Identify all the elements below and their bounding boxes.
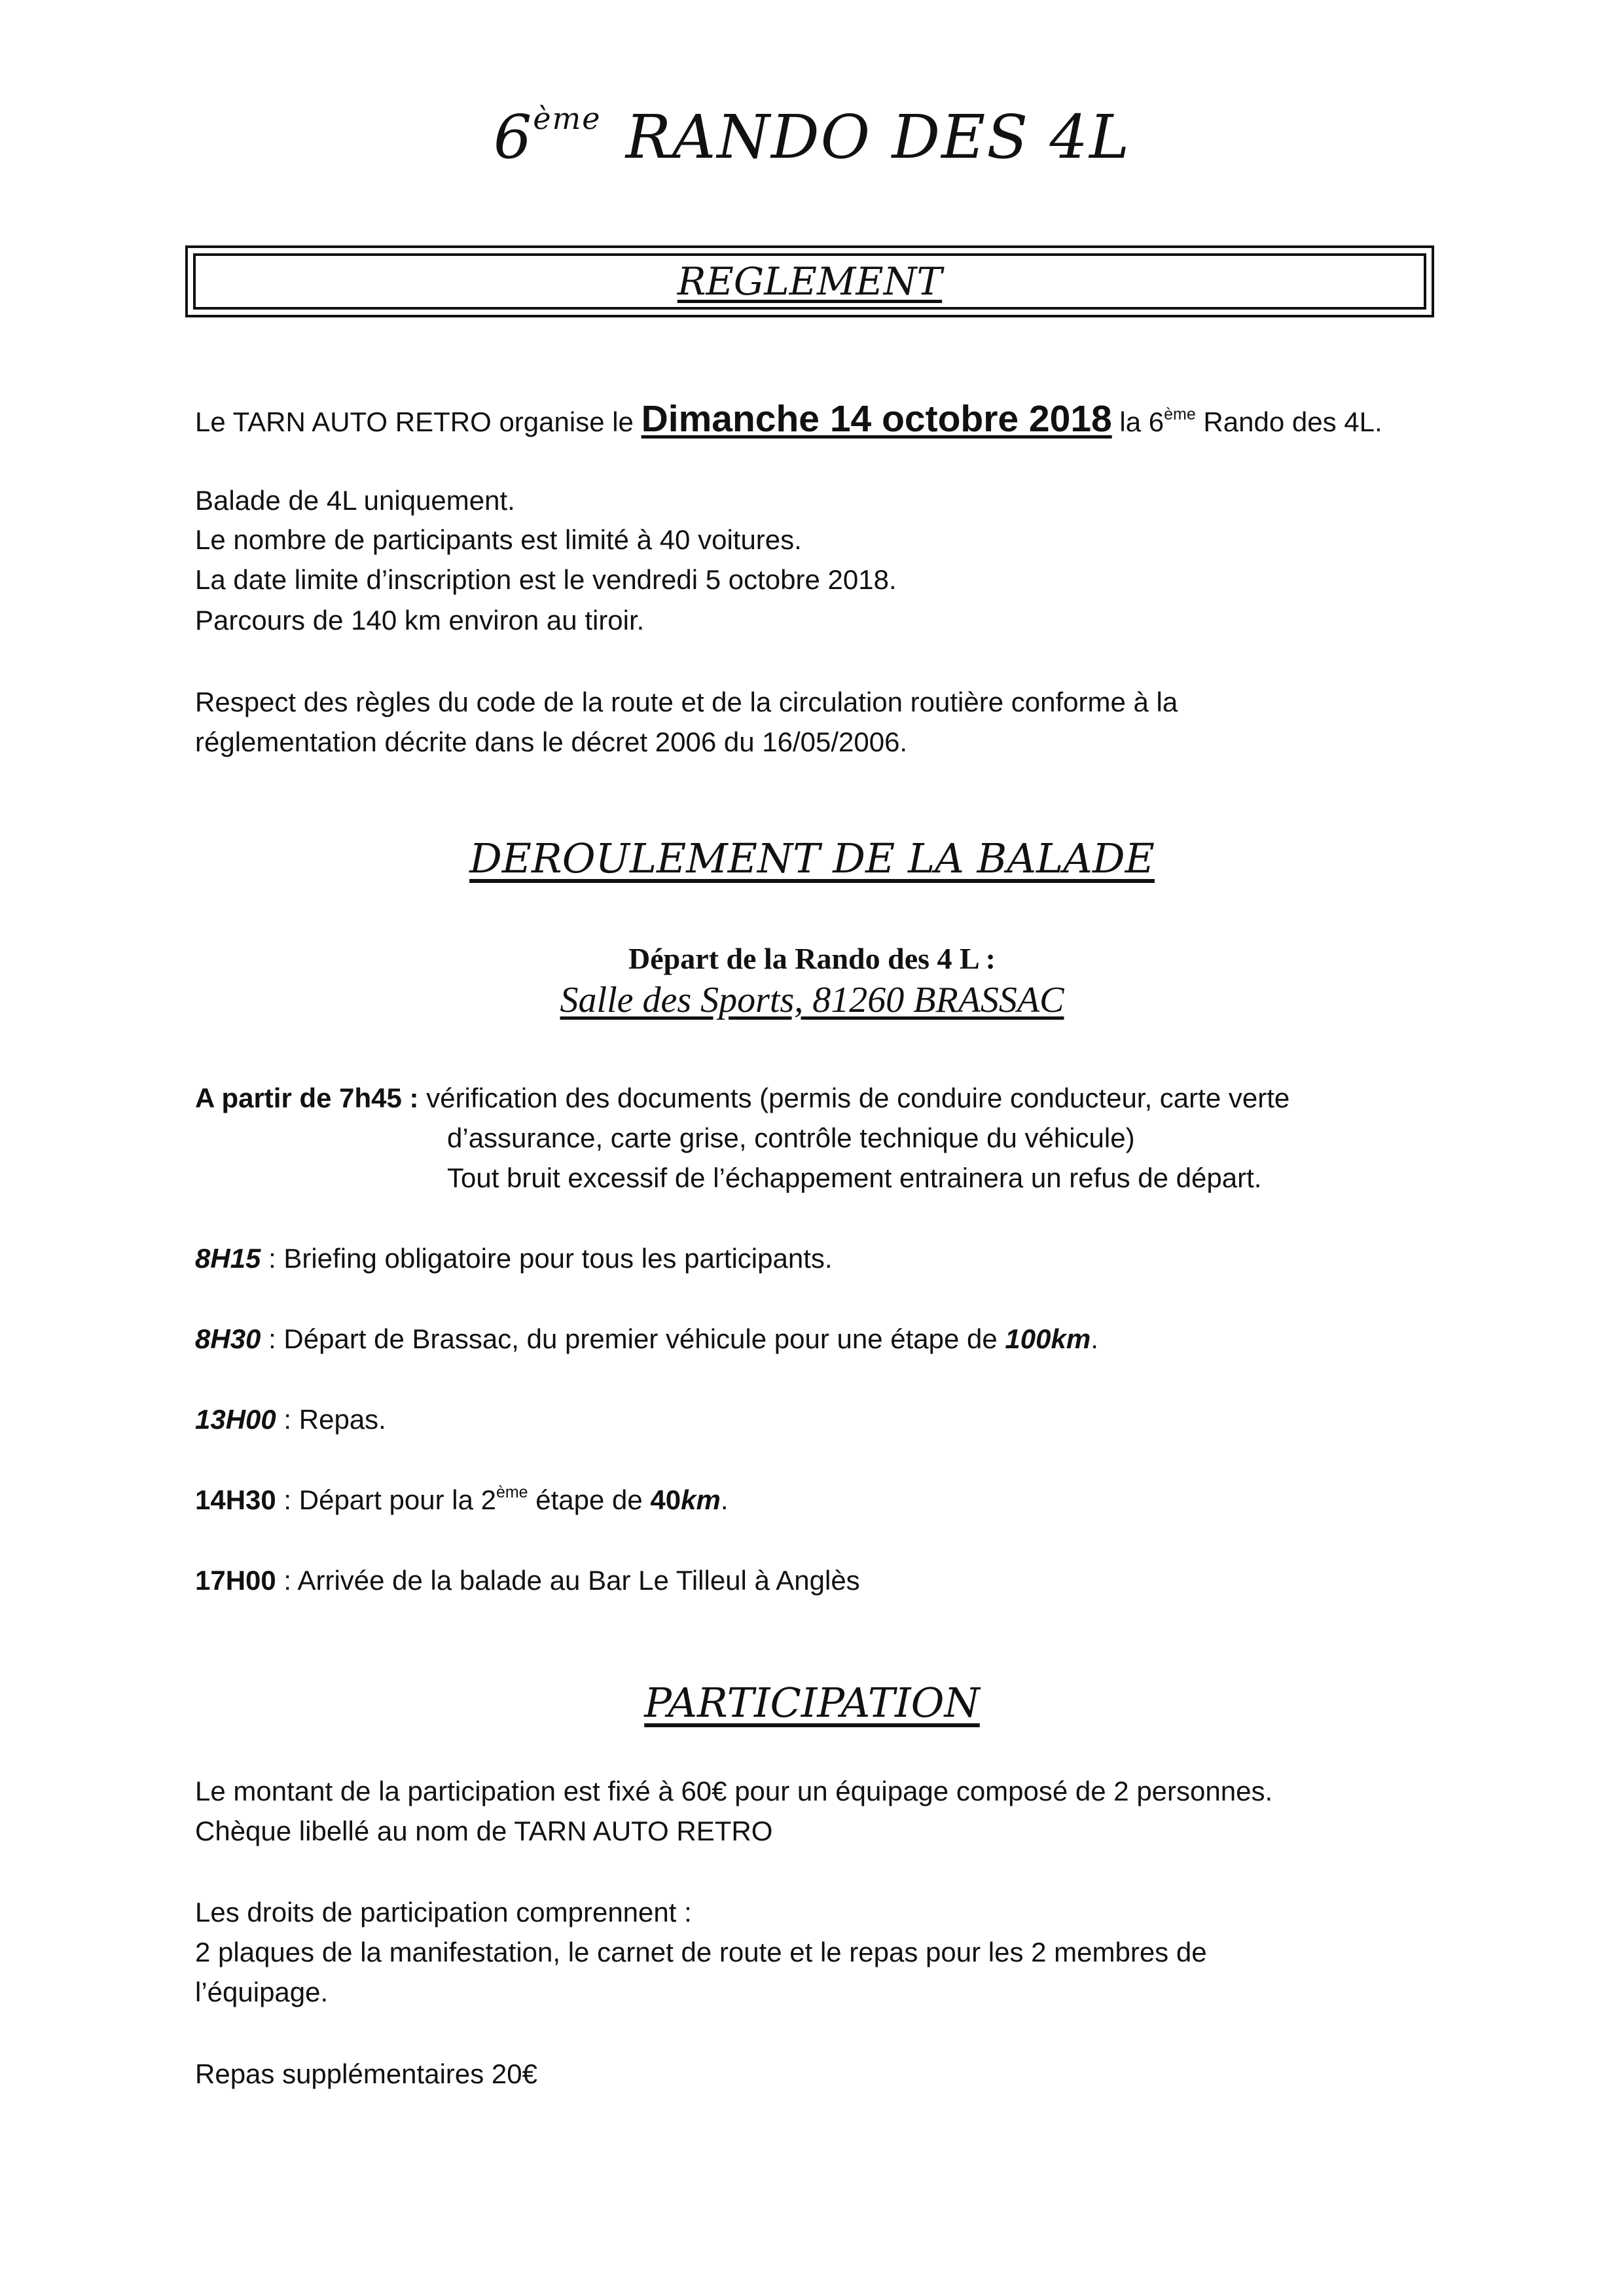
reglement-heading: REGLEMENT xyxy=(677,259,943,304)
droits-line: Les droits de participation comprennent : xyxy=(195,1897,692,1928)
depart-venue: Salle des Sports, 81260 BRASSAC xyxy=(560,980,1064,1020)
schedule-row-repas: 13H00 : Repas. xyxy=(195,1404,386,1435)
droits-line: 2 plaques de la manifestation, le carnet de route et le repas pour les 2 membres de xyxy=(195,1937,1207,1967)
reglement-box xyxy=(185,245,1434,317)
droits-line: l’équipage. xyxy=(195,1977,329,2007)
schedule-time: 17H00 xyxy=(195,1565,276,1596)
schedule-first-line2: d’assurance, carte grise, contrôle technique du véhicule) xyxy=(447,1122,1135,1153)
rule-line: La date limite d’inscription est le vendredi 5 octobre 2018. xyxy=(195,564,897,595)
respect-line: réglementation décrite dans le décret 2006 du 16/05/2006. xyxy=(195,726,908,757)
schedule-row-depart: 8H30 : Départ de Brassac, du premier véhicule pour une étape de 100km. xyxy=(195,1323,1098,1354)
schedule-time: 13H00 xyxy=(195,1404,276,1435)
participation-heading: PARTICIPATION xyxy=(644,1679,980,1727)
respect-line: Respect des règles du code de la route et de la circulation routière conforme à la xyxy=(195,687,1178,717)
schedule-time: A partir de 7h45 : xyxy=(195,1083,419,1113)
schedule-row-first: A partir de 7h45 : vérification des documents (permis de conduire conducteur, carte verte xyxy=(195,1083,1290,1113)
schedule-row-arrivee: 17H00 : Arrivée de la balade au Bar Le Tilleul à Anglès xyxy=(195,1565,860,1596)
schedule-time: 14H30 xyxy=(195,1484,276,1515)
rule-line: Parcours de 140 km environ au tiroir. xyxy=(195,605,645,636)
intro-paragraph: Le TARN AUTO RETRO organise le Dimanche 14 octobre 2018 la 6ème Rando des 4L. xyxy=(195,398,1382,440)
participation-line: Chèque libellé au nom de TARN AUTO RETRO xyxy=(195,1816,773,1846)
schedule-row-briefing: 8H15 : Briefing obligatoire pour tous les participants. xyxy=(195,1243,833,1274)
main-title: 6ème RANDO DES 4L xyxy=(493,101,1131,172)
schedule-row-etape2: 14H30 : Départ pour la 2ème étape de 40km. xyxy=(195,1483,729,1515)
repas-supplementaires: Repas supplémentaires 20€ xyxy=(195,2058,537,2089)
schedule-time: 8H30 xyxy=(195,1323,261,1354)
depart-label: Départ de la Rando des 4 L : xyxy=(628,942,996,975)
schedule-first-line3: Tout bruit excessif de l’échappement entrainera un refus de départ. xyxy=(447,1162,1262,1193)
event-date: Dimanche 14 octobre 2018 xyxy=(641,398,1112,440)
participation-line: Le montant de la participation est fixé à 60€ pour un équipage composé de 2 personnes. xyxy=(195,1776,1273,1806)
rule-line: Balade de 4L uniquement. xyxy=(195,485,515,516)
schedule-time: 8H15 xyxy=(195,1243,261,1274)
rule-line: Le nombre de participants est limité à 40 voitures. xyxy=(195,524,802,555)
deroulement-heading: DEROULEMENT DE LA BALADE xyxy=(469,834,1155,882)
